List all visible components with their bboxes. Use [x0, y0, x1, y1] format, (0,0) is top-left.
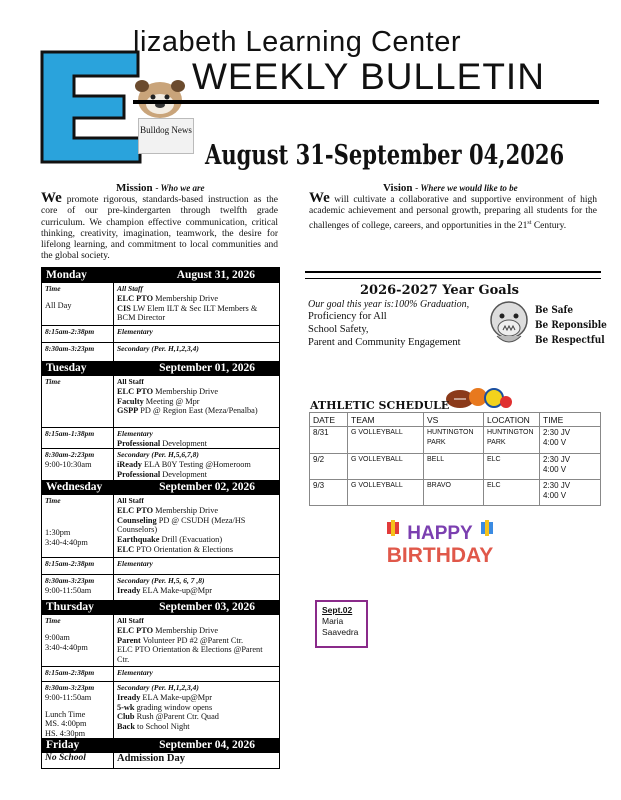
table-row: 8/31 G VOLLEYBALL HUNTINGTON PARK HUNTINGTON PARK 2:30 JV 4:00 V [310, 427, 601, 454]
schedule-row: 8:15am-2:38pm Elementary [42, 325, 279, 342]
vision-text: We will cultivate a collaborative and supportive environment of high academic achievement and personal growth, preparing all students for the challenges of college, careers, and opportunities in the 21st Century. [309, 190, 597, 231]
day-header-wednesday: Wednesday September 02, 2026 [42, 480, 279, 494]
mission-heading: Mission - Who we are [116, 182, 205, 194]
date-range: August 31-September 04,2026 [205, 140, 565, 171]
col-date: DATE [310, 413, 348, 427]
table-row: 9/2 G VOLLEYBALL BELL ELC 2:30 JV 4:00 V [310, 454, 601, 480]
schedule-row: 8:30am-3:23pm Secondary (Per. H,1,2,3,4) [42, 342, 279, 361]
schedule-row: 8:15am-1:38pm Elementary Professional Development [42, 427, 279, 448]
bulldog-mascot-icon [487, 296, 531, 348]
goals-title: 2026-2027 Year Goals [360, 283, 519, 298]
schedule-row: Time All Staff ELC PTO Membership Drive Faculty Meeting @ Mpr GSPP PD @ Region East (Meza/Penalba) [42, 375, 279, 427]
school-name: lizabeth Learning Center [133, 26, 461, 58]
birthday-card: Sept.02 Maria Saavedra [315, 600, 368, 648]
table-header-row [310, 413, 601, 427]
schedule-row: Time 1:30pm 3:40-4:40pm All Staff ELC PTO Membership Drive Counseling PD @ CSUDH (Meza/HS Counselors) Earthquake Drill (Evacuation) ELC PTO Orientation & Elections [42, 494, 279, 557]
bulldog-icon [130, 70, 190, 122]
sports-balls-icon [444, 383, 514, 411]
day-header-monday: Monday August 31, 2026 [42, 268, 279, 282]
weekly-schedule [41, 267, 280, 769]
goal-item: Parent and Community Engagement [308, 337, 461, 348]
vision-heading: Vision - Where we would like to be [383, 182, 518, 194]
col-team: TEAM [348, 413, 424, 427]
be-responsible: Be Reponsible [535, 319, 607, 331]
schedule-row: 8:15am-2:38pm Elementary [42, 666, 279, 681]
be-safe: Be Safe [535, 304, 574, 316]
col-location: LOCATION [484, 413, 540, 427]
logo-letter: E [90, 120, 97, 131]
mission-text: We promote rigorous, standards-based instruction as the core of our pre-kindergarten through twelfth grade curriculum. We champion effective communication, critical thinking, creativity, imagination, teamwork, the desire for lifelong learning, and commitment to local communities and the global society. [41, 190, 278, 262]
schedule-row: 8:15am-2:38pm Elementary [42, 557, 279, 574]
day-header-friday: Friday September 04, 2026 [42, 738, 279, 752]
day-header-thursday: Thursday September 03, 2026 [42, 600, 279, 614]
happy-birthday-banner [385, 518, 495, 568]
schedule-row: No School Admission Day [42, 752, 279, 768]
col-vs: VS [424, 413, 484, 427]
col-time: TIME [540, 413, 601, 427]
athletic-schedule-title: ATHLETIC SCHEDULE [310, 399, 450, 412]
schedule-row: Time All Day All Staff ELC PTO Membership Drive CIS LW Elem ILT & Sec ILT Members & BCM Director [42, 282, 279, 325]
schedule-row: 8:30am-3:23pm 9:00-11:50am Secondary (Per. H,5, 6, 7 ,8) Iready ELA Make-up@Mpr [42, 574, 279, 600]
schedule-row: Time 9:00am 3:40-4:40pm All Staff ELC PTO Membership Drive Parent Volunteer PD #2 @Parent Ctr. ELC PTO Orientation & Elections @Parent Ctr. [42, 614, 279, 666]
goal-item: School Safety, [308, 324, 369, 335]
svg-text:BIRTHDAY: BIRTHDAY [386, 544, 494, 567]
goal-item: Proficiency for All [308, 311, 387, 322]
be-respectful: Be Respectful [535, 334, 605, 346]
title-divider [133, 100, 599, 104]
schedule-row: 8:30am-2:23pm 9:00-10:30am Secondary (Per. H,5,6,7,8) iReady ELA B0Y Testing @Homeroom Professional Development [42, 448, 279, 480]
goals-subtitle: Our goal this year is:100% Graduation, [308, 299, 470, 310]
table-row: 9/3 G VOLLEYBALL BRAVO ELC 2:30 JV 4:00 V [310, 480, 601, 506]
athletic-table [309, 412, 601, 506]
schedule-row: 8:30am-3:23pm 9:00-11:50am Lunch Time MS. 4:00pm HS. 4:30pm Secondary (Per. H,1,2,3,4) Iready ELA Make-up@Mpr 5-wk grading window opens Club Rush @Parent Ctr. Quad Back to School Night [42, 681, 279, 738]
day-header-tuesday: Tuesday September 01, 2026 [42, 361, 279, 375]
bulletin-title: WEEKLY BULLETIN [192, 56, 545, 97]
svg-text:HAPPY: HAPPY [407, 523, 473, 544]
bulldog-news-label: Bulldog News [138, 118, 194, 154]
